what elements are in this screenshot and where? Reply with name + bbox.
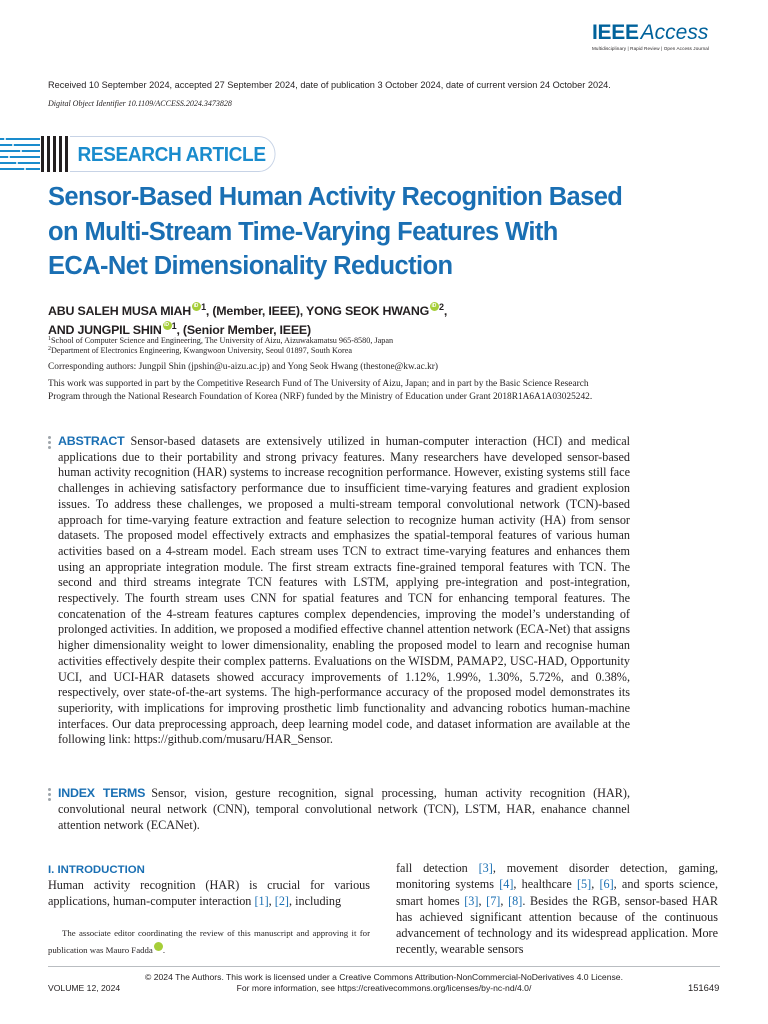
citation-link[interactable]: [3] bbox=[464, 893, 479, 908]
body-text: , and sports science, smart homes bbox=[396, 877, 718, 908]
affiliation-2 bbox=[48, 346, 708, 357]
citation-link[interactable]: [6] bbox=[599, 877, 614, 892]
editor-footnote: The associate editor coordinating the review of this manuscript and approving it for publication was Mauro FaddaiD . bbox=[48, 925, 370, 958]
index-terms-heading: INDEX TERMS bbox=[58, 786, 146, 800]
license-line-1: © 2024 The Authors. This work is licensed under a Creative Commons Attribution-NonCommercial-NoDerivatives 4.0 License. bbox=[145, 972, 623, 982]
body-text: Human activity recognition (HAR) is crucial for various applications, human-computer interaction bbox=[48, 878, 370, 909]
ieee-access-logo bbox=[592, 22, 722, 51]
editor-note-text: The associate editor coordinating the review of this manuscript and approving it for publication was Mauro Fadda bbox=[48, 928, 370, 955]
title-line-3: ECA-Net Dimensionality Reduction bbox=[48, 252, 453, 280]
affiliation-marker: 1 bbox=[201, 302, 206, 312]
banner-stripes-icon bbox=[0, 136, 40, 172]
author-name: ABU SALEH MUSA MIAH bbox=[48, 304, 192, 318]
body-text: fall detection bbox=[396, 861, 479, 875]
introduction-heading: I. INTRODUCTION bbox=[48, 864, 145, 876]
author-list bbox=[48, 302, 708, 339]
index-terms-marker-icon bbox=[48, 788, 51, 802]
body-text: , bbox=[478, 893, 487, 908]
corresponding-authors: Corresponding authors: Jungpil Shin (jpshin@u-aizu.ac.jp) and Yong Seok Hwang (thestone@kw.ac.kr) bbox=[48, 362, 439, 372]
logo-tagline: Multidisciplinary | Rapid Review | Open Access Journal bbox=[592, 46, 710, 51]
affiliation-number: 2 bbox=[48, 346, 51, 352]
affiliation-1 bbox=[48, 336, 708, 347]
index-terms-section bbox=[58, 786, 630, 834]
banner-bars-icon bbox=[40, 136, 70, 172]
author-separator: , bbox=[443, 304, 448, 318]
orcid-icon[interactable] bbox=[192, 302, 201, 311]
author-membership: , (Member, IEEE), bbox=[205, 304, 307, 318]
citation-link[interactable]: [5] bbox=[576, 877, 592, 892]
body-text: , movement disorder detection, gaming, monitoring systems bbox=[396, 861, 718, 892]
license-line-2[interactable]: For more information, see https://creativecommons.org/licenses/by-nc-nd/4.0/ bbox=[236, 983, 532, 993]
intro-column-1 bbox=[48, 877, 370, 910]
citation-link[interactable]: [7] bbox=[486, 893, 501, 908]
affiliation-number: 1 bbox=[48, 336, 51, 342]
doi-line[interactable]: Digital Object Identifier 10.1109/ACCESS.2024.3473828 bbox=[48, 99, 232, 108]
body-text: , bbox=[268, 894, 275, 909]
body-text: , including bbox=[288, 894, 342, 909]
orcid-icon[interactable] bbox=[163, 321, 172, 330]
citation-link[interactable]: [2] bbox=[274, 894, 289, 909]
intro-column-2 bbox=[396, 860, 718, 958]
author-name: YONG SEOK HWANG bbox=[306, 304, 430, 318]
author-membership: , (Senior Member, IEEE) bbox=[176, 322, 311, 337]
body-text: . Besides the RGB, sensor-based HAR has achieved significant attention because of the continuous advancement of technology and its widespread application. More recently, wearable sensors bbox=[396, 893, 719, 957]
author-name: AND JUNGPIL SHIN bbox=[48, 322, 162, 337]
abstract-text: Sensor-based datasets are extensively utilized in human-computer interaction (HCI) and medical applications due to their portability and strong privacy features. Many researchers have developed sensor-based human activity recognition (HAR) systems to increase recognition performance. However, existing systems still face challenges in achieving satisfactory performance due to insufficient time-varying features and gradient explosion issues. To address these challenges, we proposed a multi-stream temporal convolutional network (TCN)-based approach for time-varying feature extraction and feature selection to recognize human activity (HA) from sensor datasets. The proposed model effectively extracts and emphasizes the spatial-temporal features of various human activities based on a 4-stream model. Each stream uses TCN to extract time-varying features and enhances them using an appropriate integration module. The first stream extracts fine-grained temporal features with TCN. The second and third streams integrate TCN features with LSTM, applying pre-integration and post-integration, respectively. The fourth stream uses CNN for spatial features and TCN for enhancing temporal features. The concatenation of the 4-stream features captures complex dependencies, improving the model’s understanding of prolonged activities. In addition, we proposed a modified effective channel attention network (ECA-Net) that assigns higher dimensionality weight to lower dimensionality, enabling the proposed model to learn and recognise human activities effectively despite their complex patterns. Evaluations on the WISDM, PAMAP2, USC-HAD, Opportunity UCI, and UCI-HAR datasets showed accuracy improvements of 1.12%, 1.99%, 1.30%, 5.72%, and 0.38%, respectively, over state-of-the-art systems. The high-performance accuracy of the proposed model demonstrates its superiority, with implications for improving prosthetic limb functionality and advancing robotics human-machine interfaces. Our data preprocessing approach, deep learning model code, and dataset information are available at the following link: https://github.com/musaru/HAR_Sensor. bbox=[58, 434, 630, 747]
research-article-banner bbox=[0, 134, 270, 174]
orcid-icon[interactable] bbox=[154, 942, 163, 951]
title-line-2: on Multi-Stream Time-Varying Features With bbox=[48, 217, 558, 246]
paper-title bbox=[48, 180, 688, 284]
received-dates: Received 10 September 2024, accepted 27 September 2024, date of publication 3 October 2024, date of current version 24 October 2024. bbox=[48, 80, 611, 90]
citation-link[interactable]: [4] bbox=[499, 877, 514, 892]
funding-statement: This work was supported in part by the Competitive Research Fund of The University of Aizu, Japan; and in part by the Basic Science Research Program through the National Research Foundation of Korea (NRF) funded by the Ministry of Education under Grant 2018R1A6A1A03025242. bbox=[48, 379, 593, 402]
page-number: 151649 bbox=[688, 982, 720, 993]
logo-ieee-text: IEEE bbox=[592, 21, 639, 44]
body-text: , healthcare bbox=[513, 877, 577, 892]
citation-link[interactable]: [1] bbox=[254, 894, 269, 909]
body-text: , bbox=[500, 893, 509, 908]
abstract-section bbox=[58, 434, 630, 748]
affiliation-marker: 1 bbox=[171, 320, 177, 331]
citation-link[interactable]: [8] bbox=[508, 893, 523, 908]
abstract-heading: ABSTRACT bbox=[58, 434, 125, 448]
research-article-label: RESEARCH ARTICLE bbox=[70, 136, 276, 172]
citation-link[interactable]: [3] bbox=[478, 861, 493, 875]
title-line-1: Sensor-Based Human Activity Recognition Based bbox=[48, 183, 623, 211]
abstract-marker-icon bbox=[48, 436, 51, 450]
affiliation-text: School of Computer Science and Engineering, The University of Aizu, Aizuwakamatsu 965-8580, Japan bbox=[51, 336, 394, 345]
affiliation-marker: 2 bbox=[439, 302, 444, 312]
footer-divider bbox=[48, 966, 720, 967]
body-text: , bbox=[591, 877, 600, 892]
volume-label: VOLUME 12, 2024 bbox=[48, 983, 121, 993]
index-terms-text: Sensor, vision, gesture recognition, signal processing, human activity recognition (HAR), convolutional neural network (CNN), temporal convolutional network (TCN), LSTM, HAR, enahance channel attention network (ECANet). bbox=[58, 786, 630, 832]
orcid-icon[interactable] bbox=[430, 302, 439, 311]
affiliation-text: Department of Electronics Engineering, Kwangwoon University, Seoul 01897, South Korea bbox=[51, 346, 352, 355]
logo-access-text: Access bbox=[640, 21, 709, 44]
